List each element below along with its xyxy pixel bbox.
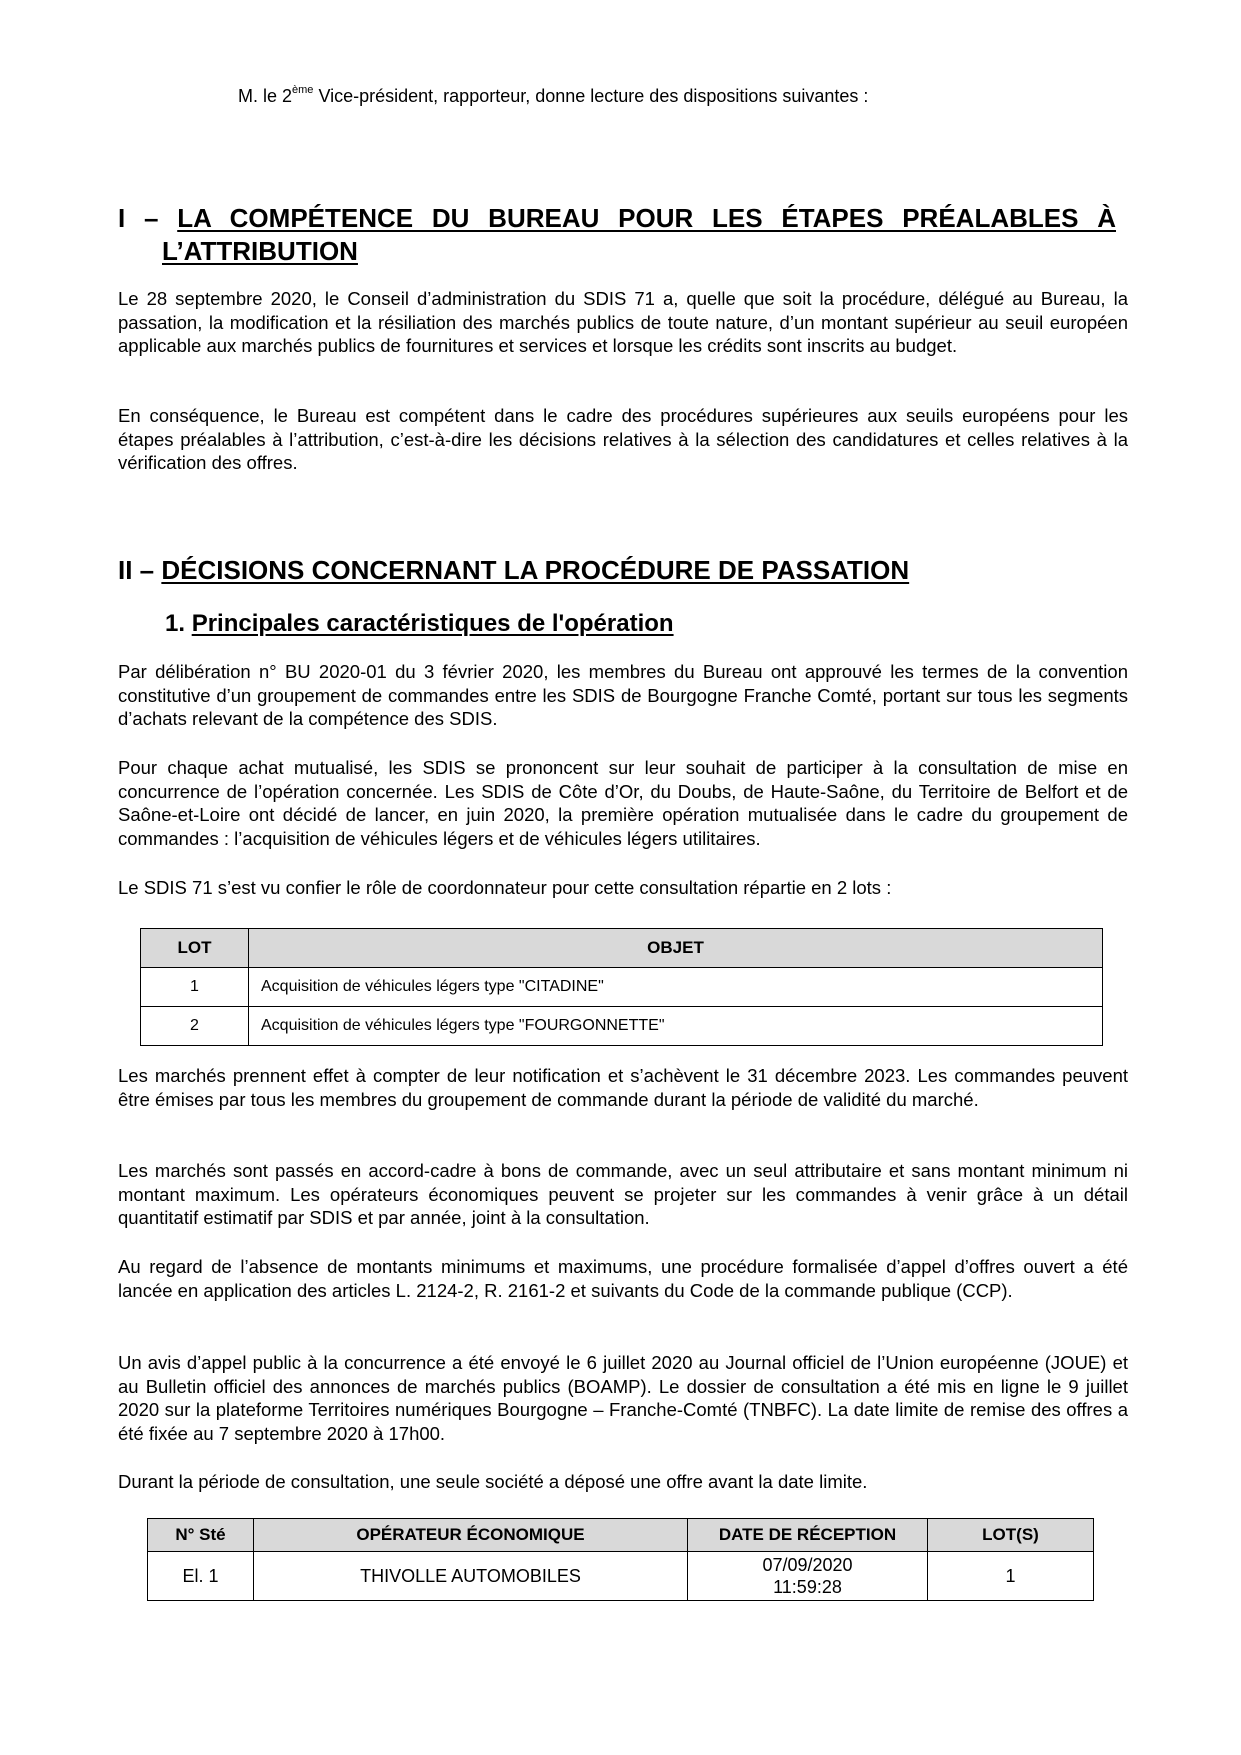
lots-table: [140, 928, 1103, 1046]
op-time: 11:59:28: [773, 1577, 842, 1597]
operators-table-header-row: [148, 1519, 1094, 1552]
section-2-paragraph-5: Les marchés sont passés en accord-cadre à bons de commande, avec un seul attributaire et sans montant minimum ni montant maximum. Les opérateurs économiques peuvent se projeter sur les commandes à venir grâce à un détail quantitatif estimatif par SDIS et par année, joint à la consultation.: [118, 1160, 1128, 1228]
section-2-paragraph-3: Le SDIS 71 s’est vu confier le rôle de coordonnateur pour cette consultation répartie en 2 lots :: [118, 877, 892, 898]
subsection-title: Principales caractéristiques de l'opération: [191, 610, 674, 637]
lots-header-objet: OBJET: [249, 929, 1103, 968]
section-1-number: I –: [118, 203, 178, 233]
ops-header-lots: LOT(S): [928, 1519, 1094, 1552]
lot-object: Acquisition de véhicules légers type "CITADINE": [249, 968, 1103, 1007]
table-row: [141, 968, 1103, 1007]
op-lots: 1: [928, 1552, 1094, 1601]
section-1-title-line-2: L’ATTRIBUTION: [162, 236, 358, 266]
operators-table: [147, 1518, 1094, 1601]
ops-header-num: N° Sté: [148, 1519, 254, 1552]
section-2-paragraph-8: Durant la période de consultation, une seule société a déposé une offre avant la date limite.: [118, 1471, 868, 1492]
subsection-number: 1.: [165, 610, 192, 637]
ops-header-operator: OPÉRATEUR ÉCONOMIQUE: [254, 1519, 688, 1552]
op-name: THIVOLLE AUTOMOBILES: [254, 1552, 688, 1601]
section-1-heading: [118, 202, 1116, 268]
section-2-paragraph-2: Pour chaque achat mutualisé, les SDIS se prononcent sur leur souhait de participer à la consultation de mise en concurrence de l’opération concernée. Les SDIS de Côte d’Or, du Doubs, de Haute-Saône, du Territoire de Belfort et de Saône-et-Loire ont décidé de lancer, en juin 2020, la première opération mutualisée dans le cadre du groupement de commandes : l’acquisition de véhicules légers et de véhicules légers utilitaires.: [118, 757, 1128, 849]
lot-number: 2: [141, 1007, 249, 1046]
section-1-title-line-1: LA COMPÉTENCE DU BUREAU POUR LES ÉTAPES PRÉALABLES À: [177, 203, 1116, 233]
table-row: [148, 1552, 1094, 1601]
section-2-paragraph-6: Au regard de l’absence de montants minimums et maximums, une procédure formalisée d’appel d’offres ouvert a été lancée en application des articles L. 2124-2, R. 2161-2 et suivants du Code de la commande publique (CCP).: [118, 1256, 1128, 1301]
section-2-number: II –: [118, 555, 162, 585]
table-row: [141, 1007, 1103, 1046]
section-2-title: DÉCISIONS CONCERNANT LA PROCÉDURE DE PASSATION: [161, 555, 910, 585]
section-2-paragraph-4: Les marchés prennent effet à compter de leur notification et s’achèvent le 31 décembre 2023. Les commandes peuvent être émises par tous les membres du groupement de commande durant la période de validité du marché.: [118, 1065, 1128, 1110]
lot-object: Acquisition de véhicules légers type "FOURGONNETTE": [249, 1007, 1103, 1046]
intro-text-end: Vice-président, rapporteur, donne lecture des dispositions suivantes :: [313, 86, 869, 106]
lot-number: 1: [141, 968, 249, 1007]
section-1-paragraph-2: En conséquence, le Bureau est compétent dans le cadre des procédures supérieures aux seuils européens pour les étapes préalables à l’attribution, c’est-à-dire les décisions relatives à la sélection des candidatures et celles relatives à la vérification des offres.: [118, 405, 1128, 473]
op-date-cell: [688, 1552, 928, 1601]
lots-table-header-row: [141, 929, 1103, 968]
section-2-heading: [118, 554, 1116, 587]
subsection-heading: [165, 610, 674, 638]
op-num: El. 1: [148, 1552, 254, 1601]
op-date: 07/09/2020: [762, 1555, 853, 1575]
section-1-paragraph-1: Le 28 septembre 2020, le Conseil d’administration du SDIS 71 a, quelle que soit la procédure, délégué au Bureau, la passation, la modification et la résiliation des marchés publics de toute nature, d’un montant supérieur au seuil européen applicable aux marchés publics de fournitures et services et lorsque les crédits sont inscrits au budget.: [118, 288, 1128, 356]
intro-text: M. le 2: [238, 86, 293, 106]
intro-line: [238, 86, 868, 107]
ops-header-date: DATE DE RÉCEPTION: [688, 1519, 928, 1552]
section-2-paragraph-7: Un avis d’appel public à la concurrence a été envoyé le 6 juillet 2020 au Journal officiel de l’Union européenne (JOUE) et au Bulletin officiel des annonces de marchés publics (BOAMP). Le dossier de consultation a été mis en ligne le 9 juillet 2020 sur la plateforme Territoires numériques Bourgogne – Franche-Comté (TNBFC). La date limite de remise des offres a été fixée au 7 septembre 2020 à 17h00.: [118, 1352, 1128, 1444]
intro-superscript: ème: [292, 84, 314, 96]
lots-header-lot: LOT: [141, 929, 249, 968]
section-2-paragraph-1: Par délibération n° BU 2020-01 du 3 février 2020, les membres du Bureau ont approuvé les termes de la convention constitutive d’un groupement de commandes entre les SDIS de Bourgogne Franche Comté, portant sur tous les segments d’achats relevant de la compétence des SDIS.: [118, 661, 1128, 729]
